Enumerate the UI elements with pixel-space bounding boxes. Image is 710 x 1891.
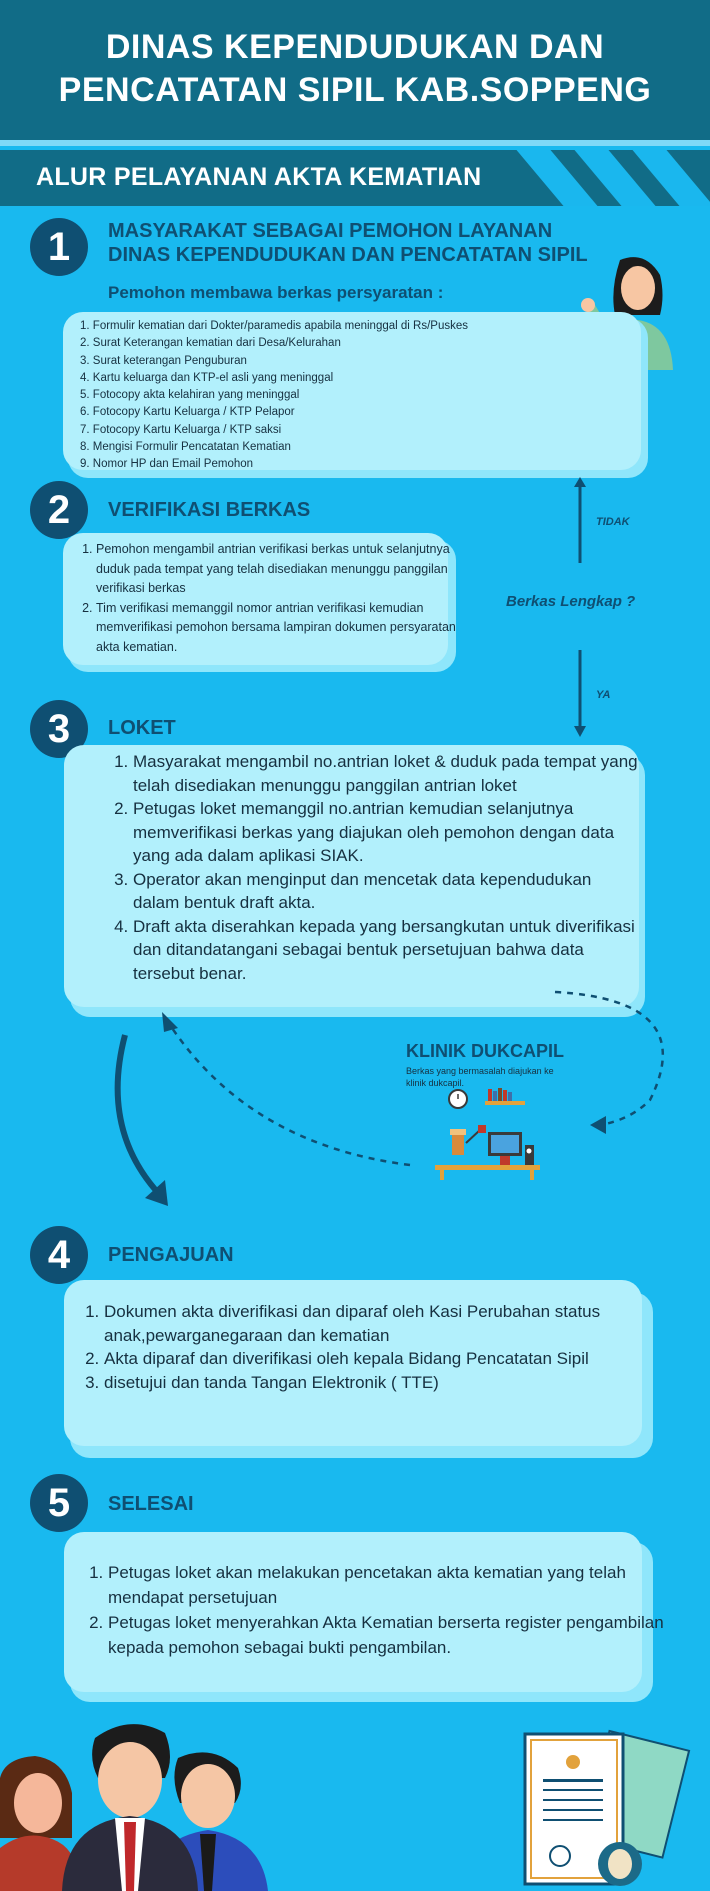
step-number-2: 2 (30, 481, 88, 539)
list-item: 2. Tim verifikasi memanggil nomor antrian verifikasi kemudian memverifikasi pemohon bersama lampiran dokumen persyaratan akta kematian. (96, 599, 456, 658)
list-item: 6. Fotocopy Kartu Keluarga / KTP Pelapor (80, 404, 635, 421)
step-5-title: SELESAI (108, 1493, 194, 1515)
list-item: 3. Surat keterangan Penguburan (80, 353, 635, 370)
step-1-list (80, 318, 635, 474)
page-title-line1: DINAS KEPENDUDUKAN DAN (105, 28, 605, 66)
list-item: 2. Akta diparaf dan diverifikasi oleh kepala Bidang Pencatatan Sipil (104, 1347, 664, 1371)
step-1-title-line1: MASYARAKAT SEBAGAI PEMOHON LAYANAN (108, 220, 553, 242)
section-title: ALUR PELAYANAN AKTA KEMATIAN (36, 163, 482, 191)
klinik-description-line1: Berkas yang bermasalah diajukan ke (406, 1066, 554, 1076)
klinik-title: KLINIK DUKCAPIL (406, 1041, 564, 1061)
list-item: 9. Nomor HP dan Email Pemohon (80, 456, 635, 473)
step-1-subtitle: Pemohon membawa berkas persyaratan : (108, 283, 444, 302)
flow-curves (0, 980, 710, 1220)
step-number-1: 1 (30, 218, 88, 276)
flow-question: Berkas Lengkap ? (506, 593, 636, 610)
list-item: 1. Pemohon mengambil antrian verifikasi berkas untuk selanjutnya duduk pada tempat yang telah disediakan menunggu panggilan verifikasi berkas (96, 540, 456, 599)
step-3-title: LOKET (108, 717, 176, 739)
list-item: 2. Petugas loket memanggil no.antrian kemudian selanjutnya memverifikasi berkas yang diajukan oleh pemohon dengan data yang ada dalam aplikasi SIAK. (133, 797, 638, 868)
step-number-3: 3 (30, 700, 88, 758)
page-title-line2: PENCATATAN SIPIL KAB.SOPPENG (58, 71, 652, 109)
step-4-list (80, 1300, 664, 1394)
list-item: 5. Fotocopy akta kelahiran yang meninggal (80, 387, 635, 404)
step-2-list (80, 540, 456, 657)
office-desk-icon (430, 1085, 545, 1180)
list-item: 3. disetujui dan tanda Tangan Elektronik ( TTE) (104, 1371, 664, 1395)
list-item: 7. Fotocopy Kartu Keluarga / KTP saksi (80, 422, 635, 439)
list-item: 3. Operator akan menginput dan mencetak data kependudukan dalam bentuk draft akta. (133, 868, 638, 915)
flow-label-tidak: TIDAK (596, 516, 630, 528)
list-item: 4. Draft akta diserahkan kepada yang bersangkutan untuk diverifikasi dan ditandatangani sebagai bentuk persetujuan bahwa data tersebut benar. (133, 915, 638, 986)
flow-label-ya: YA (596, 689, 611, 701)
list-item: 1. Formulir kematian dari Dokter/paramedis apabila meninggal di Rs/Puskes (80, 318, 635, 335)
list-item: 8. Mengisi Formulir Pencatatan Kematian (80, 439, 635, 456)
list-item: 2. Petugas loket menyerahkan Akta Kematian berserta register pengambilan kepada pemohon sebagai bukti pengambilan. (108, 1610, 668, 1660)
step-3-list (95, 750, 638, 985)
step-1-title-line2: DINAS KEPENDUDUKAN DAN PENCATATAN SIPIL (108, 244, 588, 266)
klinik-description-line2: klinik dukcapil. (406, 1078, 465, 1088)
step-number-4: 4 (30, 1226, 88, 1284)
step-2-title: VERIFIKASI BERKAS (108, 499, 311, 521)
list-item: 1. Petugas loket akan melakukan pencetakan akta kematian yang telah mendapat persetujuan (108, 1560, 668, 1610)
step-4-title: PENGAJUAN (108, 1244, 234, 1266)
step-5-list (80, 1560, 668, 1660)
list-item: 2. Surat Keterangan kematian dari Desa/Kelurahan (80, 335, 635, 352)
certificate-icon (515, 1724, 695, 1891)
list-item: 4. Kartu keluarga dan KTP-el asli yang meninggal (80, 370, 635, 387)
step-number-5: 5 (30, 1474, 88, 1532)
step-1-title (108, 219, 588, 267)
people-illustration (0, 1718, 300, 1891)
list-item: 1. Masyarakat mengambil no.antrian loket & duduk pada tempat yang telah disediakan menunggu panggilan antrian loket (133, 750, 638, 797)
list-item: 1. Dokumen akta diverifikasi dan diparaf oleh Kasi Perubahan status anak,pewarganegaraan dan kematian (104, 1300, 664, 1347)
header-divider (0, 140, 710, 146)
page-title (0, 26, 710, 112)
